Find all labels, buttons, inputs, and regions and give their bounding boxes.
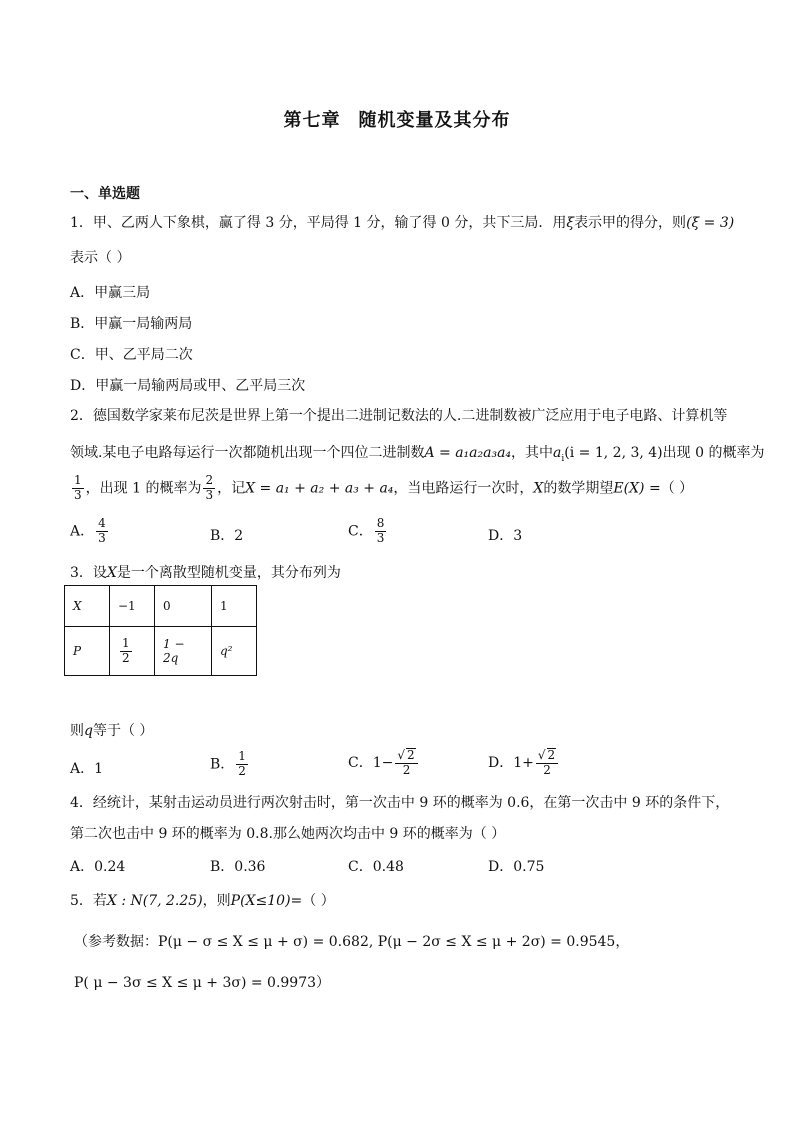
page-title [0, 106, 794, 132]
q4-option-c: C．0.48 [348, 859, 404, 875]
question-2-line-3 [70, 474, 693, 503]
distribution-table [64, 585, 257, 676]
q3-text-b: 是一个离散型随机变量，其分布列为 [116, 565, 341, 581]
q2-ai: a [553, 445, 562, 461]
table-cell: X [65, 586, 110, 627]
q1-text-a: 1．甲、乙两人下象棋，赢了得 3 分，平局得 1 分，输了得 0 分，共下三局．用 [70, 215, 567, 231]
question-3-line-2 [70, 720, 153, 740]
q5-probability: P(X≤10) [230, 893, 291, 909]
q2-option-a: A． $\frac{4}{3}$ [70, 516, 106, 545]
table-cell: q² [212, 627, 257, 676]
q5-reference-line-2: P( μ − 3σ ≤ X ≤ μ + 3σ) = 0.9973） [74, 975, 331, 991]
q1-option-a: A．甲赢三局 [70, 285, 151, 301]
q2-p0-fraction: $\frac{1}{3}$ [74, 473, 82, 502]
question-4-line-1: 4．经统计，某射击运动员进行两次射击时，第一次击中 9 环的概率为 0.6，在第一次击中 9 环的条件下， [70, 795, 730, 811]
q1-option-c: C．甲、乙平局二次 [70, 347, 193, 363]
q3-text-c: 则 [70, 723, 84, 739]
q5-text-c: =（ ） [290, 893, 335, 909]
q2-text-b: ，其中 [511, 445, 554, 461]
table-row [65, 627, 257, 676]
q1-option-d: D．甲赢一局输两局或甲、乙平局三次 [70, 378, 306, 394]
q2-text-a: 领域.某电子电路每运行一次都随机出现一个四位二进制数 [70, 445, 425, 461]
q4-option-a: A．0.24 [70, 859, 126, 875]
q3-x: X [106, 565, 117, 581]
q2-ai-sub: i [561, 453, 565, 464]
table-cell: 1 − 2q [155, 627, 212, 676]
q3-option-b: B． $\frac{1}{2}$ [210, 749, 246, 778]
question-1-line-1 [70, 212, 734, 232]
q2-text-d: ，出现 1 的概率为 [85, 480, 202, 497]
question-5-line-1 [70, 890, 335, 910]
q2-p1-fraction: $\frac{2}{3}$ [205, 473, 214, 502]
q2-sum-expr: X = a₁ + a₂ + a₃ + a₄ [245, 480, 394, 497]
question-2-line-1: 2．德国数学家莱布尼茨是世界上第一个提出二进制记数法的人.二进制数被广泛应用于电子电路、计算机等 [70, 408, 728, 424]
question-4-line-2: 第二次也击中 9 环的概率为 0.8.那么她两次均击中 9 环的概率为（ ） [70, 826, 506, 842]
q5-reference-line-1: （参考数据：P(μ − σ ≤ X ≤ μ + σ) = 0.682, P(μ − 2σ ≤ X ≤ μ + 2σ) = 0.9545， [74, 934, 630, 950]
q2-binary-number: A = a₁a₂a₃a₄ [424, 445, 512, 461]
q3-option-d: D．1+ $\frac{√ 2}{2}$ [488, 748, 560, 778]
question-1-line-2: 表示（ ） [70, 250, 131, 266]
q4-option-d: D．0.75 [488, 859, 545, 875]
q3-option-a: A．1 [70, 761, 104, 777]
table-cell: 0 [155, 586, 212, 627]
table-row [65, 586, 257, 627]
q2-option-d: D．3 [488, 528, 523, 544]
q1-condition: (ξ = 3) [686, 215, 735, 231]
section-heading: 一、单选题 [70, 186, 140, 202]
q2-text-f: ，当电路运行一次时， [393, 480, 534, 497]
q5-distribution: X : N(7, 2.25) [106, 893, 203, 909]
chapter-number: 第七章 [283, 110, 341, 131]
q2-index-cond: (i = 1, 2, 3, 4) [564, 445, 663, 461]
q2-text-c: 出现 0 的概率为 [662, 445, 765, 461]
q2-option-c: C． $\frac{8}{3}$ [348, 516, 385, 545]
q2-option-b: B．2 [210, 528, 244, 544]
q1-xi: ξ [566, 215, 575, 231]
table-cell: −1 [110, 586, 155, 627]
q1-option-b: B．甲赢一局输两局 [70, 316, 193, 332]
question-3-line-1 [70, 562, 341, 582]
table-cell: $\frac{1}{2}$ [110, 627, 155, 676]
q3-text-a: 3．设 [70, 565, 107, 581]
q2-text-h: （ ） [660, 480, 694, 497]
q3-option-c: C．1− $\frac{√ 2}{2}$ [348, 748, 420, 778]
q1-text-b: 表示甲的得分，则 [574, 215, 687, 231]
q5-text-a: 5．若 [70, 893, 107, 909]
q2-text-e: ，记 [217, 480, 246, 497]
q3-text-d: 等于（ ） [92, 723, 154, 739]
q3-q: q [84, 723, 93, 739]
q4-option-b: B．0.36 [210, 859, 266, 875]
chapter-name: 随机变量及其分布 [358, 110, 511, 131]
question-2-line-2 [70, 442, 764, 464]
table-cell: P [65, 627, 110, 676]
q2-text-g: 的数学期望 [543, 480, 614, 497]
q5-text-b: ，则 [202, 893, 231, 909]
q2-x: X [533, 480, 544, 497]
table-cell: 1 [212, 586, 257, 627]
q2-expectation: E(X) = [613, 480, 661, 497]
